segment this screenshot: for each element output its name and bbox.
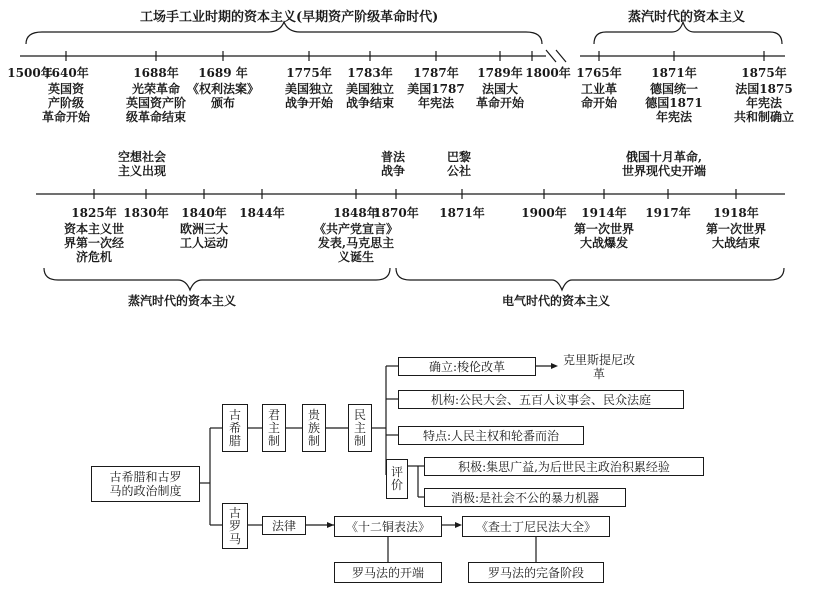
justinian-code-box: 《查士丁尼民法大全》 <box>462 516 610 537</box>
timeline2-event: 第一次世界 大战结束 <box>705 222 766 250</box>
rome-node: 古 罗 马 <box>222 503 248 549</box>
timeline1-event: 英国资 产阶级 革命开始 <box>41 82 90 124</box>
evaluation-node: 评 价 <box>386 459 408 499</box>
timeline1-event: 德国统一 德国1871 年宪法 <box>645 82 703 124</box>
brace-electric-era <box>396 268 784 290</box>
negative-box: 消极:是社会不公的暴力机器 <box>424 488 626 507</box>
brace-steam-era-bottom <box>44 268 390 290</box>
timeline1-year: 1800年 <box>525 66 571 80</box>
timeline2-event: 资本主义世 界第一次经 济危机 <box>63 222 124 264</box>
era-steam-title-top: 蒸汽时代的资本主义 <box>628 10 746 25</box>
democracy-node: 民 主 制 <box>348 404 372 452</box>
timeline2-year: 1900年 <box>521 206 567 220</box>
timeline2-event: 欧洲三大 工人运动 <box>179 222 228 250</box>
timeline1-year: 1775年 <box>286 66 332 80</box>
establish-box: 确立:梭伦改革 <box>398 357 536 376</box>
timeline2-year: 1844年 <box>239 206 285 220</box>
timeline2-year: 1917年 <box>645 206 691 220</box>
timeline2-event-above: 普法 战争 <box>380 150 405 178</box>
twelve-tables-note: 罗马法的开端 <box>334 562 442 583</box>
timeline1-event: 工业革 命开始 <box>580 82 617 110</box>
timeline1-event: 美国1787 年宪法 <box>407 82 465 110</box>
timeline1-year: 1688年 <box>133 66 179 80</box>
timeline2-year: 1918年 <box>713 206 759 220</box>
timeline2-year: 1848年 <box>333 206 379 220</box>
aristocracy-node: 贵 族 制 <box>302 404 326 452</box>
timeline1-event: 法国1875 年宪法 共和制确立 <box>733 82 794 124</box>
timeline2-year: 1871年 <box>439 206 485 220</box>
positive-box: 积极:集思广益,为后世民主政治积累经验 <box>424 457 704 476</box>
features-box: 特点:人民主权和轮番而治 <box>398 426 584 445</box>
establish-target: 克里斯提尼改革 <box>558 357 640 376</box>
timeline1-year: 1789年 <box>477 66 523 80</box>
timeline1-event: 美国独立 战争结束 <box>345 82 394 110</box>
timeline1-event: 《权利法案》 颁布 <box>186 82 259 110</box>
timeline2-event-above: 空想社会 主义出现 <box>117 150 166 178</box>
timeline1-event: 美国独立 战争开始 <box>284 82 333 110</box>
timeline1-year: 1500年 <box>7 66 53 80</box>
timeline2-year: 1914年 <box>581 206 627 220</box>
root-node: 古希腊和古罗 马的政治制度 <box>91 466 200 502</box>
timeline1-year: 1875年 <box>741 66 787 80</box>
timeline1-year: 1640年 <box>43 66 89 80</box>
twelve-tables-box: 《十二铜表法》 <box>334 516 442 537</box>
timeline1-event: 光荣革命 英国资产阶 级革命结束 <box>125 82 186 124</box>
timeline1-year: 1783年 <box>347 66 393 80</box>
greece-node: 古 希 腊 <box>222 404 248 452</box>
brace-steam-era-top <box>594 22 782 44</box>
brace-early-era <box>26 22 542 44</box>
timeline2-year: 1830年 <box>123 206 169 220</box>
monarchy-node: 君 主 制 <box>262 404 286 452</box>
timeline2-event: 《共产党宣言》 发表,马克思主 义诞生 <box>313 222 398 264</box>
law-box: 法律 <box>262 516 306 535</box>
timeline2-year: 1870年 <box>373 206 419 220</box>
justinian-code-note: 罗马法的完备阶段 <box>468 562 604 583</box>
timeline2-year: 1840年 <box>181 206 227 220</box>
timeline2-event: 第一次世界 大战爆发 <box>573 222 634 250</box>
era-steam-title-bottom: 蒸汽时代的资本主义 <box>128 294 237 308</box>
timeline2-event-above: 俄国十月革命, 世界现代史开端 <box>621 150 706 178</box>
timeline2-event-above: 巴黎 公社 <box>446 150 471 178</box>
timeline1-year: 1787年 <box>413 66 459 80</box>
timeline2-year: 1825年 <box>71 206 117 220</box>
axis-break-mark <box>546 50 566 62</box>
timeline1-year: 1689 年 <box>198 66 248 80</box>
timeline1-year: 1765年 <box>576 66 622 80</box>
organs-box: 机构:公民大会、五百人议事会、民众法庭 <box>398 390 684 409</box>
timeline1-year: 1871年 <box>651 66 697 80</box>
era-early-title: 工场手工业时期的资本主义(早期资产阶级革命时代) <box>140 10 439 25</box>
timeline1-event: 法国大 革命开始 <box>475 82 524 110</box>
era-electric-title: 电气时代的资本主义 <box>502 294 611 308</box>
